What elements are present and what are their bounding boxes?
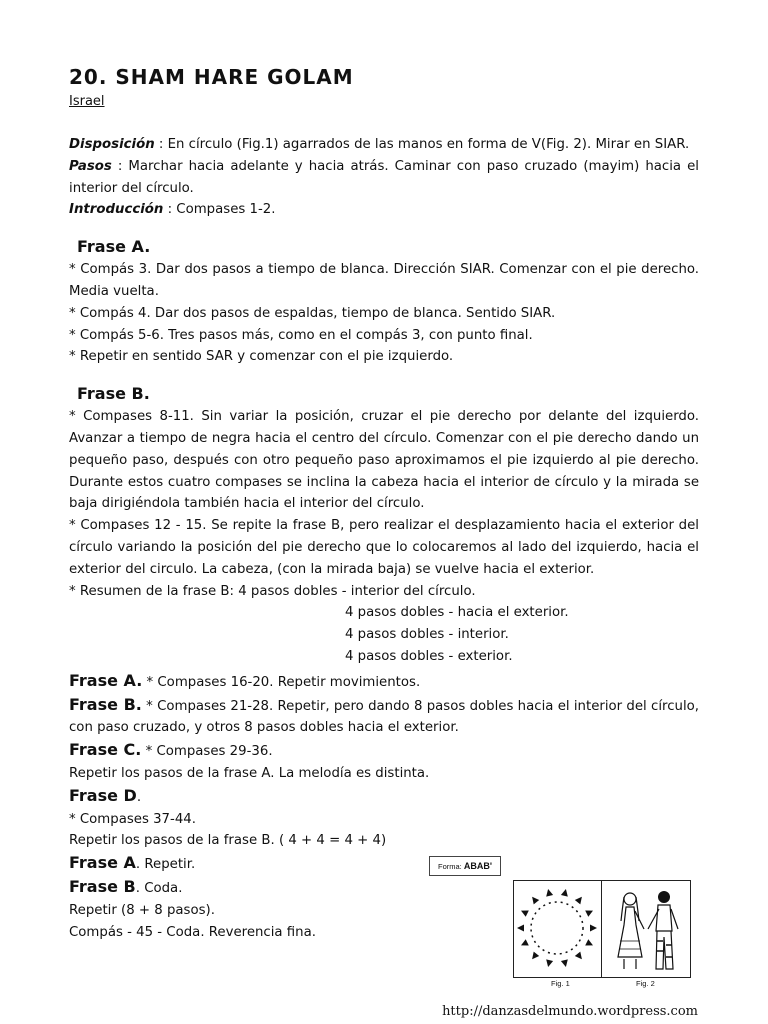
frase-a-line: * Repetir en sentido SAR y comenzar con el pie izquierdo. (69, 349, 454, 365)
frase-b3-heading: Frase B (69, 876, 136, 896)
frase-b3-text: . Coda. (135, 880, 183, 896)
dancer-circle (517, 889, 597, 967)
frase-c-heading: Frase C (69, 740, 136, 760)
frase-d-heading: Frase D (69, 785, 137, 805)
frase-a-heading: Frase A. (77, 237, 151, 257)
pasos-paragraph (69, 156, 699, 200)
dancer-marker (575, 952, 582, 960)
dancer-marker (575, 897, 582, 905)
document-page (69, 62, 699, 943)
frase-b-heading: Frase B. (77, 384, 150, 404)
pasos-text: : Marchar hacia adelante y hacia atrás. Caminar con paso cruzado (mayim) hacia el interior del círculo. (69, 158, 699, 196)
frase-a2-heading: Frase A (69, 670, 137, 690)
dance-country: Israel (69, 94, 105, 109)
dancer-marker (561, 889, 568, 897)
frase-b2-paragraph: Frase B. * Compases 21-28. Repetir, pero dando 8 pasos dobles hacia el interior del círculo, con paso cruzado, y otros 8 pasos dobles hacia el exterior. (69, 694, 700, 736)
frase-b-summary: * Resumen de la frase B: 4 pasos dobles - interior del círculo. (69, 583, 476, 599)
dancer-marker (585, 939, 593, 945)
figures-frame (513, 880, 691, 978)
fig2-label: Fig. 2 (636, 979, 655, 988)
frase-a3-text: . Repetir. (135, 857, 196, 873)
frase-d-paragraph: Frase D. (69, 785, 142, 805)
circle-path (531, 902, 583, 954)
frase-a-line: * Compás 5-6. Tres pasos más, como en el compás 3, con punto final. (69, 327, 533, 343)
forma-value: ABAB' (463, 861, 492, 871)
frase-a2-text: * Compases 16-20. Repetir movimientos. (142, 674, 421, 690)
dancer-marker (546, 959, 553, 967)
introduccion-paragraph (69, 199, 699, 221)
dancer-marker (546, 889, 553, 897)
disposicion-text: : En círculo (Fig.1) agarrados de las manos en forma de V(Fig. 2). Mirar en SIAR. (154, 137, 690, 152)
frase-c-paragraph: Frase C. * Compases 29-36. (69, 740, 273, 760)
frase-b-summary-item: 4 pasos dobles - exterior. (345, 648, 513, 664)
dancer-marker (521, 939, 529, 945)
fig2-dancers-drawing (602, 881, 690, 977)
frase-a-steps (69, 259, 699, 368)
frase-c-text: * Compases 29-36. (141, 744, 273, 760)
dancer-marker (561, 959, 568, 967)
frase-b2-heading: Frase B (69, 694, 136, 714)
frase-b-summary-item: 4 pasos dobles - interior. (345, 627, 509, 643)
disposicion-paragraph (69, 134, 699, 156)
final-line: Compás - 45 - Coda. Reverencia fina. (69, 924, 316, 940)
footer-url: http://danzasdelmundo.wordpress.com (442, 1004, 698, 1019)
disposicion-label: Disposición (69, 137, 155, 152)
introduccion-text: : Compases 1-2. (163, 202, 276, 218)
frase-b2-text: * Compases 21-28. Repetir, pero dando 8 pasos dobles hacia el interior del círculo, con paso cruzado, y otros 8 pasos dobles hacia el exterior. (69, 698, 700, 736)
frase-d-line1: * Compases 37-44. (69, 811, 196, 827)
frase-c-line2: Repetir los pasos de la frase A. La melodía es distinta. (69, 765, 430, 781)
frase-a3-paragraph (69, 852, 699, 876)
dancer-marker (517, 925, 524, 932)
frase-b3-line2: Repetir (8 + 8 pasos). (69, 902, 215, 918)
dancer-marker (532, 952, 539, 960)
forma-label: Forma: (438, 862, 462, 871)
dancer-marker (521, 911, 529, 917)
frase-b-summary-item: 4 pasos dobles - hacia el exterior. (345, 605, 569, 621)
fig1-label: Fig. 1 (551, 979, 570, 988)
forma-box (429, 856, 501, 876)
frase-b-steps (69, 406, 699, 668)
pasos-label: Pasos (69, 158, 112, 174)
dancer-marker (532, 897, 539, 905)
frase-b-line: * Compases 12 - 15. Se repite la frase B, pero realizar el desplazamiento hacia el exterior del círculo variando la posición del pie derecho que lo colocaremos al lado del izquierdo, hacia el exterior del circulo. La cabeza, (con la mirada baja) se vuelve hacia el exterior. (69, 518, 699, 577)
fig1-circle-diagram (514, 881, 601, 977)
frase-a3-heading: Frase A (69, 853, 136, 873)
introduccion-label: Introducción (69, 202, 164, 218)
frase-b-line: * Compases 8-11. Sin variar la posición, cruzar el pie derecho por delante del izquierdo. Avanzar a tiempo de negra hacia el centro del círculo. Comenzar con el pie derecho dando un pequeño paso, después con otro pequeño paso aproximamos el pie izquierdo al pie derecho. Durante estos cuatro compases se inclina la cabeza hacia el interior de círculo y la mirada se baja dirigiéndola también hacia el interior del círculo. (69, 409, 699, 512)
dancer-marker (585, 911, 593, 917)
frase-a-line: * Compás 3. Dar dos pasos a tiempo de blanca. Dirección SIAR. Comenzar con el pie derecho. Media vuelta. (69, 262, 699, 299)
frase-a2-paragraph: Frase A. * Compases 16-20. Repetir movimientos. (69, 670, 421, 690)
dance-title: 20. SHAM HARE GOLAM (69, 65, 354, 89)
frase-a-line: * Compás 4. Dar dos pasos de espaldas, tiempo de blanca. Sentido SIAR. (69, 305, 556, 321)
intro-block (69, 134, 699, 221)
frase-d-line2: Repetir los pasos de la frase B. ( 4 + 4 = 4 + 4) (69, 833, 387, 849)
dancer-marker (590, 925, 597, 932)
